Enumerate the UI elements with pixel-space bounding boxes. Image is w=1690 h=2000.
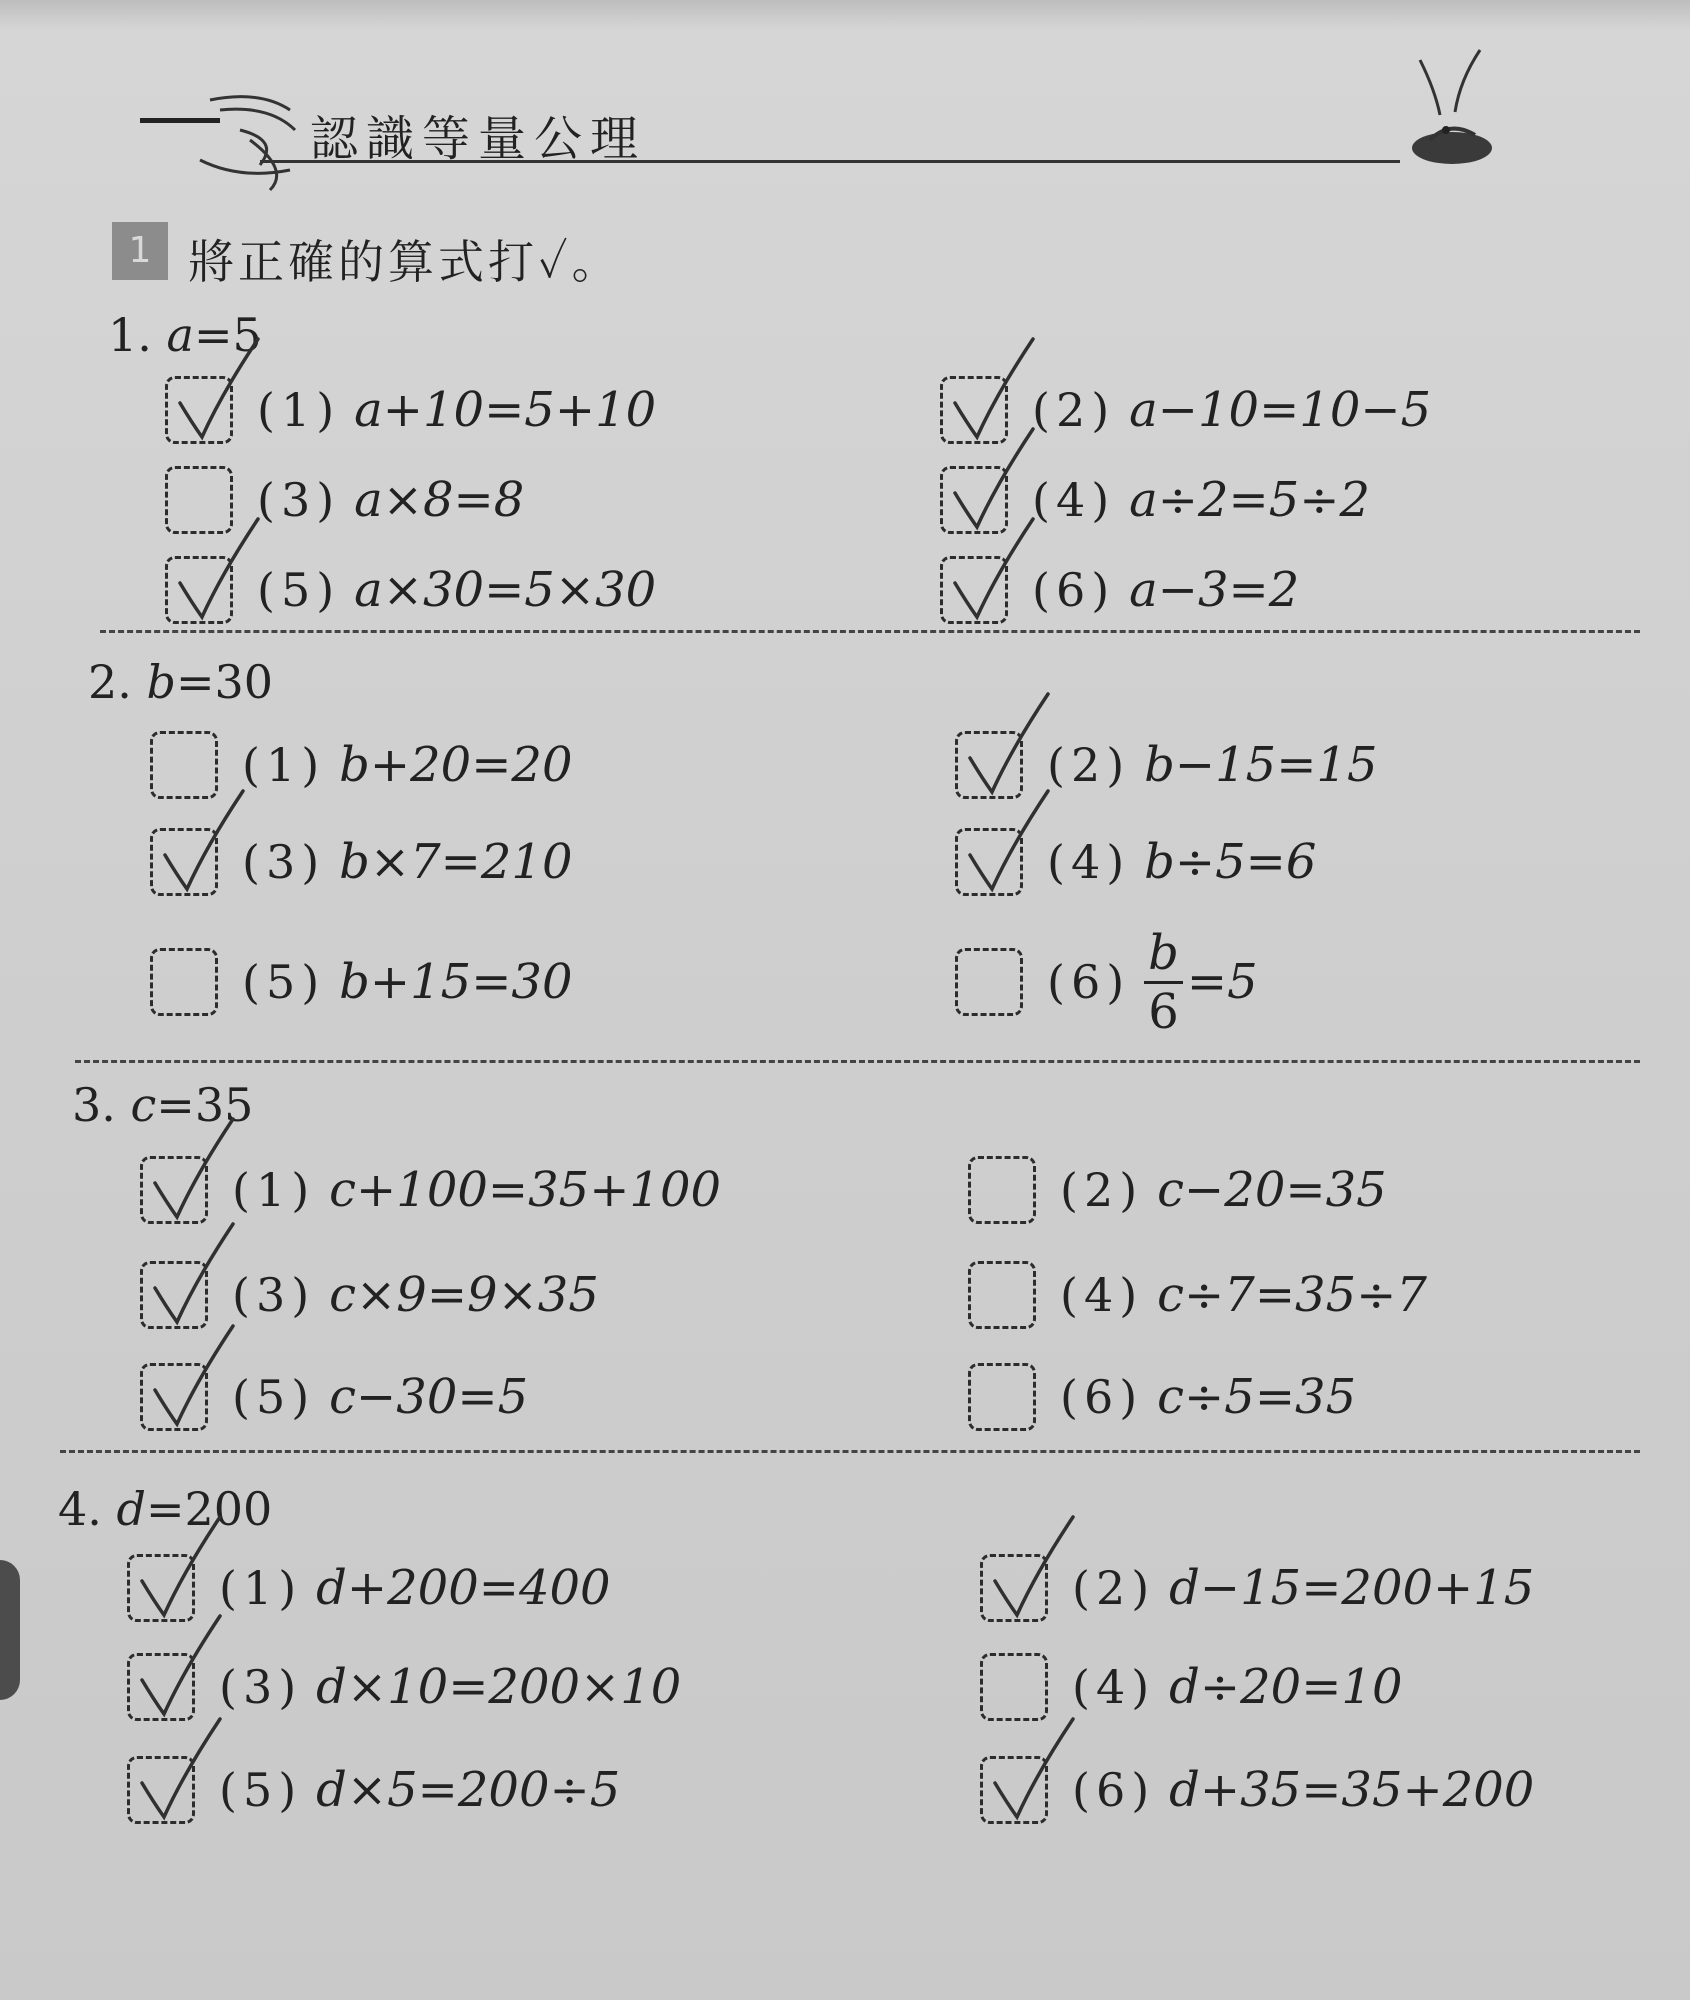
fraction bbox=[1144, 924, 1183, 1040]
equation-item bbox=[150, 822, 573, 902]
equation-text: b−15=15 bbox=[1144, 737, 1378, 793]
checkbox-empty[interactable] bbox=[968, 1261, 1036, 1329]
equation-text: c−30=5 bbox=[329, 1369, 529, 1425]
checkbox-checked[interactable] bbox=[165, 376, 233, 444]
checkmark-icon bbox=[147, 785, 257, 905]
equation-text: d÷20=10 bbox=[1169, 1659, 1403, 1715]
item-number: (6) bbox=[1060, 1370, 1144, 1424]
checkmark-icon bbox=[124, 1713, 234, 1833]
problem-variable: b bbox=[146, 655, 176, 709]
equation-text: b+20=20 bbox=[339, 737, 573, 793]
checkbox-checked[interactable] bbox=[980, 1554, 1048, 1622]
equation-text: a−10=10−5 bbox=[1129, 382, 1432, 438]
equation-text: d×10=200×10 bbox=[316, 1659, 682, 1715]
equation-item bbox=[968, 1357, 1356, 1437]
checkbox-empty[interactable] bbox=[955, 948, 1023, 1016]
problem-number: 2. bbox=[88, 655, 147, 709]
checkbox-checked[interactable] bbox=[165, 556, 233, 624]
equation-text: c÷5=35 bbox=[1157, 1369, 1357, 1425]
item-number: (2) bbox=[1060, 1163, 1144, 1217]
equation-text: c÷7=35÷7 bbox=[1157, 1267, 1427, 1323]
equation-item bbox=[165, 550, 656, 630]
equation-text: b+15=30 bbox=[339, 954, 573, 1010]
checkmark-icon bbox=[977, 1511, 1087, 1631]
equation-text: b×7=210 bbox=[339, 834, 573, 890]
problem-given-value: =30 bbox=[175, 655, 274, 709]
section-divider bbox=[75, 1060, 1640, 1063]
checkbox-empty[interactable] bbox=[980, 1653, 1048, 1721]
item-number: (2) bbox=[1047, 738, 1131, 792]
equation-item bbox=[940, 550, 1299, 630]
item-number: (1) bbox=[257, 383, 341, 437]
section-divider bbox=[60, 1450, 1640, 1453]
top-shadow bbox=[0, 0, 1690, 30]
checkmark-icon bbox=[937, 513, 1047, 633]
instruction-number-badge: 1 bbox=[112, 222, 168, 280]
problem-title bbox=[88, 655, 273, 709]
checkbox-empty[interactable] bbox=[968, 1363, 1036, 1431]
equation-text: d−15=200+15 bbox=[1169, 1560, 1535, 1616]
checkmark-icon bbox=[977, 1713, 1087, 1833]
checkbox-checked[interactable] bbox=[127, 1756, 195, 1824]
item-number: (5) bbox=[232, 1370, 316, 1424]
equation-item bbox=[140, 1357, 528, 1437]
checkbox-checked[interactable] bbox=[940, 556, 1008, 624]
equation-text: a÷2=5÷2 bbox=[1129, 472, 1371, 528]
page-title: 認識等量公理 bbox=[310, 111, 647, 167]
checkbox-checked[interactable] bbox=[955, 828, 1023, 896]
checkbox-checked[interactable] bbox=[140, 1363, 208, 1431]
equation-item bbox=[968, 1150, 1387, 1230]
equation-text: b÷5=6 bbox=[1144, 834, 1317, 890]
equation-text: c×9=9×35 bbox=[329, 1267, 599, 1323]
page-edge-shadow bbox=[0, 1560, 20, 1700]
item-number: (4) bbox=[1072, 1660, 1156, 1714]
checkmark-icon bbox=[952, 785, 1062, 905]
equation-text: d×5=200÷5 bbox=[316, 1762, 621, 1818]
header-swoosh-icon bbox=[120, 80, 300, 200]
equation-text: a×8=8 bbox=[354, 472, 525, 528]
checkbox-checked[interactable] bbox=[127, 1653, 195, 1721]
checkbox-checked[interactable] bbox=[150, 828, 218, 896]
checkmark-icon bbox=[162, 513, 272, 633]
checkmark-icon bbox=[137, 1320, 247, 1440]
equation-text: c+100=35+100 bbox=[329, 1162, 722, 1218]
equation-item bbox=[955, 822, 1316, 902]
equation-text: a−3=2 bbox=[1129, 562, 1300, 618]
item-number: (6) bbox=[1072, 1763, 1156, 1817]
item-number: (2) bbox=[1072, 1561, 1156, 1615]
instruction-text: 將正確的算式打✓。 bbox=[188, 235, 622, 289]
item-number: (3) bbox=[257, 473, 341, 527]
checkmark-icon bbox=[124, 1610, 234, 1730]
checkbox-checked[interactable] bbox=[980, 1756, 1048, 1824]
equation-item bbox=[980, 1750, 1534, 1830]
problem-number: 1. bbox=[108, 308, 167, 362]
problem-given-value: =5 bbox=[193, 308, 262, 362]
item-number: (1) bbox=[242, 738, 326, 792]
equation-rest: =5 bbox=[1186, 954, 1258, 1010]
equation-item bbox=[955, 924, 1258, 1040]
equation-text: d+35=35+200 bbox=[1169, 1762, 1535, 1818]
item-number: (4) bbox=[1060, 1268, 1144, 1322]
item-number: (1) bbox=[219, 1561, 303, 1615]
problem-given-value: =35 bbox=[156, 1078, 254, 1132]
equation-item bbox=[980, 1548, 1534, 1628]
equation-text: a+10=5+10 bbox=[354, 382, 657, 438]
equation-text: d+200=400 bbox=[316, 1560, 611, 1616]
fraction-numerator: b bbox=[1144, 929, 1183, 984]
checkbox-empty[interactable] bbox=[150, 948, 218, 1016]
checkbox-checked[interactable] bbox=[140, 1261, 208, 1329]
item-number: (3) bbox=[232, 1268, 316, 1322]
header-underline bbox=[260, 160, 1400, 163]
checkmark-icon bbox=[137, 1113, 247, 1233]
item-number: (5) bbox=[242, 955, 326, 1009]
problem-variable: c bbox=[130, 1078, 157, 1132]
item-number: (6) bbox=[1047, 955, 1131, 1009]
equation-item bbox=[165, 370, 656, 450]
checkbox-empty[interactable] bbox=[968, 1156, 1036, 1224]
problem-variable: a bbox=[166, 308, 194, 362]
problem-variable: d bbox=[116, 1482, 146, 1536]
section-divider bbox=[100, 630, 1640, 633]
equation-item bbox=[968, 1255, 1427, 1335]
problem-given-value: =200 bbox=[145, 1482, 273, 1536]
item-number: (4) bbox=[1032, 473, 1116, 527]
item-number: (3) bbox=[242, 835, 326, 889]
item-number: (6) bbox=[1032, 563, 1116, 617]
problem-number: 4. bbox=[58, 1482, 117, 1536]
item-number: (5) bbox=[257, 563, 341, 617]
item-number: (1) bbox=[232, 1163, 316, 1217]
checkmark-icon bbox=[162, 333, 272, 453]
rabbit-mascot-icon bbox=[1400, 40, 1520, 170]
checkbox-checked[interactable] bbox=[140, 1156, 208, 1224]
equation-text: a×30=5×30 bbox=[354, 562, 657, 618]
item-number: (5) bbox=[219, 1763, 303, 1817]
equation-item bbox=[150, 942, 573, 1022]
equation-item bbox=[127, 1750, 620, 1830]
item-number: (4) bbox=[1047, 835, 1131, 889]
equation-text bbox=[1144, 924, 1258, 1040]
item-number: (2) bbox=[1032, 383, 1116, 437]
equation-text: c−20=35 bbox=[1157, 1162, 1387, 1218]
fraction-denominator: 6 bbox=[1148, 983, 1179, 1040]
item-number: (3) bbox=[219, 1660, 303, 1714]
problem-number: 3. bbox=[72, 1078, 131, 1132]
